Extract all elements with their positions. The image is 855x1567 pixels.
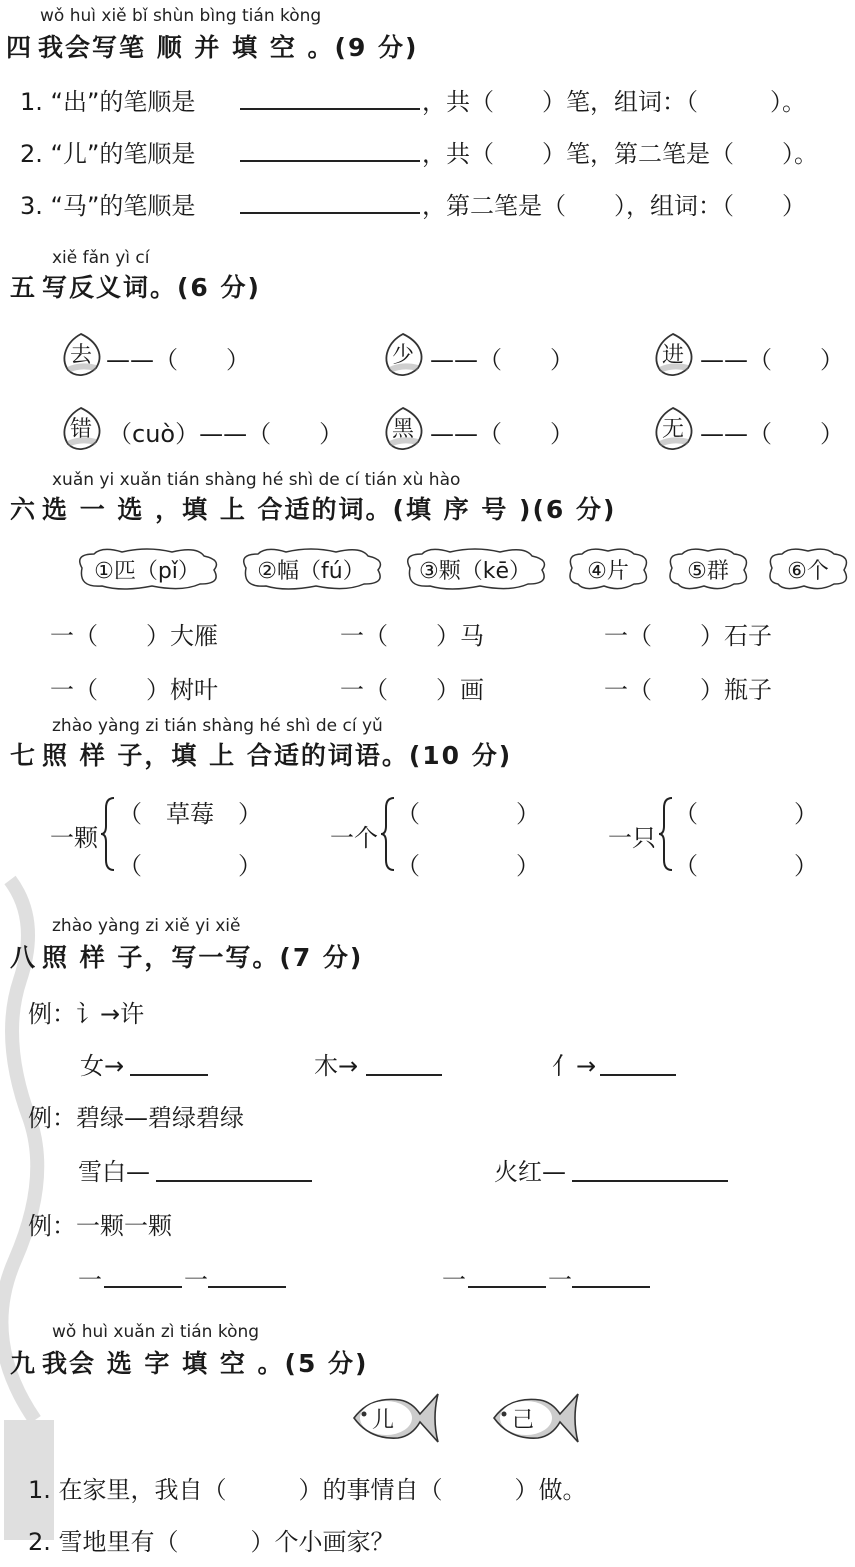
s5-tail-2: ——（ ） bbox=[430, 346, 574, 374]
s7-head-3: 一只 bbox=[608, 824, 656, 852]
s5-tail-4: （cuò）——（ ） bbox=[108, 420, 344, 448]
s5-tail-6: ——（ ） bbox=[700, 420, 844, 448]
s8-r2-blank-1[interactable] bbox=[156, 1180, 312, 1182]
s6-blank-4[interactable]: 一（ ）树叶 bbox=[50, 676, 218, 704]
s9-fish-1: 儿 bbox=[372, 1408, 395, 1433]
s5-title: 写反义词。(6 分) bbox=[42, 273, 261, 302]
s5-char-1: 去 bbox=[69, 343, 92, 368]
s5-char-3: 进 bbox=[661, 343, 684, 368]
leaf-icon bbox=[58, 332, 104, 374]
brace-icon bbox=[658, 796, 674, 872]
s4-q1-blank[interactable] bbox=[240, 108, 420, 110]
leaf-icon bbox=[650, 406, 696, 448]
s5-char-6: 无 bbox=[661, 417, 684, 442]
s8-r2-label-1: 雪白— bbox=[78, 1158, 150, 1186]
s4-number: 四 bbox=[6, 33, 34, 62]
s6-option-5: ⑤群 bbox=[687, 559, 729, 584]
s6-option-1: ①匹（pǐ） bbox=[94, 559, 200, 584]
s8-r2-label-2: 火红— bbox=[494, 1158, 566, 1186]
s9-fish-2: 己 bbox=[512, 1408, 535, 1433]
s9-q2[interactable]: 2. 雪地里有（ ）个小画家？ bbox=[28, 1528, 395, 1556]
s7-bottom-2[interactable]: （ ） bbox=[396, 852, 540, 880]
brace-icon bbox=[380, 796, 396, 872]
cloud-option-5 bbox=[664, 546, 752, 590]
s8-r3-label-3: 一 bbox=[442, 1266, 466, 1294]
s8-r2-blank-2[interactable] bbox=[572, 1180, 728, 1182]
s4-q2-rest: ，共（ ）笔，第二笔是（ ）。 bbox=[422, 140, 818, 168]
s8-r3-label-2: 一 bbox=[184, 1266, 208, 1294]
s9-number: 九 bbox=[10, 1349, 38, 1378]
s7-top-2[interactable]: （ ） bbox=[396, 800, 540, 828]
s5-tail-1: ——（ ） bbox=[106, 346, 250, 374]
s6-pinyin: xuǎn yi xuǎn tián shàng hé shì de cí tián xù hào bbox=[52, 470, 461, 490]
cloud-option-1 bbox=[72, 546, 222, 590]
s6-blank-1[interactable]: 一（ ）大雁 bbox=[50, 622, 218, 650]
s8-r3-blank-2[interactable] bbox=[208, 1286, 286, 1288]
s6-title: 选 一 选 ，填 上 合适的词。(填 序 号 )(6 分) bbox=[42, 495, 617, 524]
s8-r3-blank-1[interactable] bbox=[104, 1286, 182, 1288]
s4-q2-blank[interactable] bbox=[240, 160, 420, 162]
s9-heading bbox=[10, 1344, 368, 1380]
leaf-icon bbox=[380, 406, 426, 448]
s7-title: 照 样 子，填 上 合适的词语。(10 分) bbox=[42, 741, 513, 770]
s4-q1-rest: ，共（ ）笔，组词：（ ）。 bbox=[422, 88, 806, 116]
s8-r3-label-4: 一 bbox=[548, 1266, 572, 1294]
s5-char-5: 黑 bbox=[391, 417, 414, 442]
s4-pinyin: wǒ huì xiě bǐ shùn bìng tián kòng bbox=[40, 6, 322, 26]
s6-heading bbox=[10, 490, 616, 526]
leaf-icon bbox=[58, 406, 104, 448]
s6-blank-3[interactable]: 一（ ）石子 bbox=[604, 622, 772, 650]
s8-r3-blank-3[interactable] bbox=[468, 1286, 546, 1288]
fish-icon bbox=[490, 1388, 582, 1448]
s8-number: 八 bbox=[10, 943, 38, 972]
leaf-icon bbox=[380, 332, 426, 374]
s6-option-4: ④片 bbox=[587, 559, 629, 584]
s4-title: 我会写笔 顺 并 填 空 。(9 分) bbox=[38, 33, 419, 62]
s5-number: 五 bbox=[10, 273, 38, 302]
s4-q1-label: 1. “出”的笔顺是 bbox=[20, 88, 196, 116]
s4-q2-label: 2. “儿”的笔顺是 bbox=[20, 140, 196, 168]
s9-title: 我会 选 字 填 空 。(5 分) bbox=[42, 1349, 369, 1378]
s5-heading bbox=[10, 268, 261, 304]
brace-icon bbox=[100, 796, 116, 872]
s8-heading bbox=[10, 938, 363, 974]
s8-example-2: 例：碧绿—碧绿碧绿 bbox=[28, 1104, 244, 1132]
s6-option-2: ②幅（fú） bbox=[257, 559, 365, 584]
s6-option-6: ⑥个 bbox=[787, 559, 829, 584]
s7-heading bbox=[10, 736, 512, 772]
s4-q3-label: 3. “马”的笔顺是 bbox=[20, 192, 196, 220]
s8-r1-label-2: 木→ bbox=[314, 1052, 359, 1080]
s8-example-1: 例：讠→许 bbox=[28, 1000, 145, 1028]
s4-q3-blank[interactable] bbox=[240, 212, 420, 214]
fish-icon bbox=[350, 1388, 442, 1448]
s5-pinyin: xiě fǎn yì cí bbox=[52, 248, 150, 268]
s5-char-4: 错 bbox=[69, 417, 92, 442]
leaf-icon bbox=[650, 332, 696, 374]
s9-q1[interactable]: 1. 在家里，我自（ ）的事情自（ ）做。 bbox=[28, 1476, 587, 1504]
s8-r1-blank-3[interactable] bbox=[600, 1074, 676, 1076]
s6-option-3: ③颗（kē） bbox=[419, 559, 531, 584]
s7-top-3[interactable]: （ ） bbox=[674, 800, 818, 828]
s8-pinyin: zhào yàng zi xiě yi xiě bbox=[52, 916, 241, 936]
s8-r1-blank-2[interactable] bbox=[366, 1074, 442, 1076]
s8-title: 照 样 子，写一写。(7 分) bbox=[42, 943, 364, 972]
s7-number: 七 bbox=[10, 741, 38, 770]
cloud-option-3 bbox=[400, 546, 550, 590]
s8-r3-blank-4[interactable] bbox=[572, 1286, 650, 1288]
s5-tail-5: ——（ ） bbox=[430, 420, 574, 448]
cloud-option-4 bbox=[564, 546, 652, 590]
s4-heading bbox=[6, 28, 418, 64]
s6-blank-5[interactable]: 一（ ）画 bbox=[340, 676, 484, 704]
s5-char-2: 少 bbox=[391, 343, 414, 368]
s8-example-3: 例：一颗一颗 bbox=[28, 1212, 172, 1240]
s8-r3-label-1: 一 bbox=[78, 1266, 102, 1294]
s6-number: 六 bbox=[10, 495, 38, 524]
s8-r1-label-1: 女→ bbox=[80, 1052, 125, 1080]
s8-r1-label-3: 亻→ bbox=[552, 1052, 597, 1080]
s7-bottom-1[interactable]: （ ） bbox=[118, 852, 262, 880]
s7-top-1[interactable]: （ 草莓 ） bbox=[118, 800, 262, 828]
s9-pinyin: wǒ huì xuǎn zì tián kòng bbox=[52, 1322, 260, 1342]
s7-pinyin: zhào yàng zi tián shàng hé shì de cí yǔ bbox=[52, 716, 383, 736]
s6-blank-2[interactable]: 一（ ）马 bbox=[340, 622, 484, 650]
s4-q3-rest: ，第二笔是（ ），组词：（ ） bbox=[422, 192, 806, 220]
cloud-option-6 bbox=[764, 546, 852, 590]
s7-head-2: 一个 bbox=[330, 824, 378, 852]
s6-blank-6[interactable]: 一（ ）瓶子 bbox=[604, 676, 772, 704]
s5-tail-3: ——（ ） bbox=[700, 346, 844, 374]
cloud-option-2 bbox=[236, 546, 386, 590]
s7-bottom-3[interactable]: （ ） bbox=[674, 852, 818, 880]
s8-r1-blank-1[interactable] bbox=[130, 1074, 208, 1076]
s7-head-1: 一颗 bbox=[50, 824, 98, 852]
